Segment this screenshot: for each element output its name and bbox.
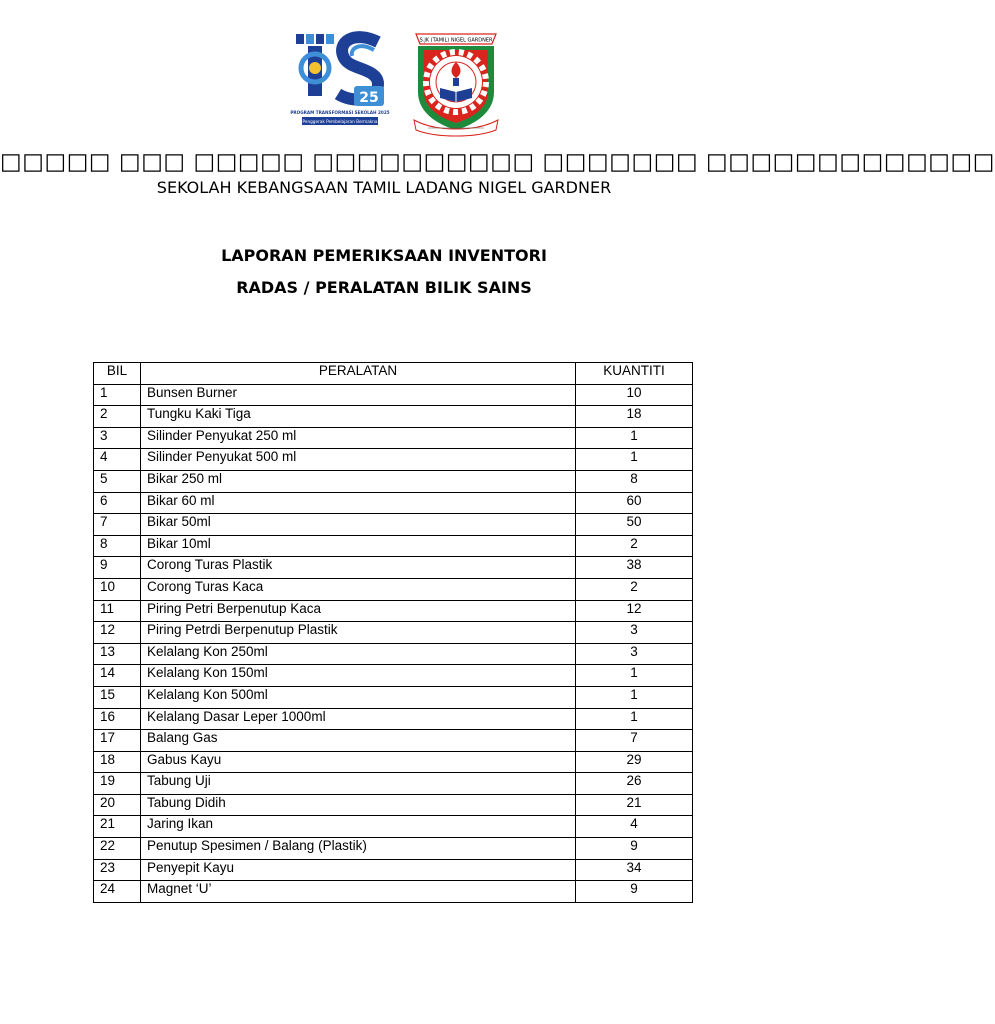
row-number: 11 [94,600,141,622]
ts-number: 25 [359,90,379,106]
row-number: 20 [94,794,141,816]
row-number: 10 [94,578,141,600]
table-row [94,514,693,536]
row-quantity: 21 [576,794,693,816]
table-row [94,384,693,406]
row-quantity: 10 [576,384,693,406]
row-quantity: 50 [576,514,693,536]
row-item: Silinder Penyukat 500 ml [140,449,575,471]
table-row [94,816,693,838]
row-number: 1 [94,384,141,406]
row-number: 24 [94,881,141,903]
row-quantity: 3 [576,622,693,644]
ts-caption-2: Penggerak Pembelajaran Bermakna [302,119,378,124]
table-row [94,708,693,730]
row-quantity: 34 [576,859,693,881]
table-row [94,427,693,449]
row-number: 16 [94,708,141,730]
row-item: Balang Gas [140,730,575,752]
column-header-kuantiti: KUANTITI [576,363,693,385]
row-number: 22 [94,838,141,860]
row-item: Jaring Ikan [140,816,575,838]
row-quantity: 9 [576,838,693,860]
row-item: Magnet ‘U’ [140,881,575,903]
row-item: Bunsen Burner [140,384,575,406]
table-row [94,794,693,816]
table-header-row [94,363,693,385]
column-header-bil: BIL [94,363,141,385]
row-quantity: 1 [576,665,693,687]
row-item: Kelalang Kon 250ml [140,643,575,665]
row-item: Bikar 50ml [140,514,575,536]
table-row [94,643,693,665]
row-number: 9 [94,557,141,579]
row-item: Kelalang Kon 150ml [140,665,575,687]
row-number: 7 [94,514,141,536]
row-item: Kelalang Kon 500ml [140,686,575,708]
row-quantity: 38 [576,557,693,579]
row-number: 23 [94,859,141,881]
row-quantity: 18 [576,406,693,428]
row-item: Tabung Uji [140,773,575,795]
row-number: 19 [94,773,141,795]
row-item: Bikar 10ml [140,535,575,557]
row-number: 5 [94,470,141,492]
row-quantity: 60 [576,492,693,514]
table-row [94,406,693,428]
row-quantity: 26 [576,773,693,795]
table-row [94,838,693,860]
table-row [94,751,693,773]
row-quantity: 7 [576,730,693,752]
header-logos [0,28,768,140]
row-quantity: 9 [576,881,693,903]
table-row [94,449,693,471]
row-item: Silinder Penyukat 250 ml [140,427,575,449]
row-item: Penyepit Kayu [140,859,575,881]
ts-caption-1: PROGRAM TRANSFORMASI SEKOLAH 2025 [290,110,390,115]
table-row [94,492,693,514]
row-item: Bikar 60 ml [140,492,575,514]
school-name-tamil: □□□□□ □□□ □□□□□ □□□□□□□□□□ □□□□□□□ □□□□□□□□□□□□□ [0,149,995,175]
row-quantity: 1 [576,686,693,708]
row-item: Penutup Spesimen / Balang (Plastik) [140,838,575,860]
row-number: 14 [94,665,141,687]
table-row [94,622,693,644]
school-name: SEKOLAH KEBANGSAAN TAMIL LADANG NIGEL GARDNER [156,178,612,197]
table-row [94,557,693,579]
row-item: Piring Petrdi Berpenutup Plastik [140,622,575,644]
row-number: 8 [94,535,141,557]
table-row [94,665,693,687]
ts25-logo [290,28,390,128]
row-number: 3 [94,427,141,449]
row-item: Piring Petri Berpenutup Kaca [140,600,575,622]
table-row [94,686,693,708]
school-crest-logo [406,28,506,138]
row-number: 15 [94,686,141,708]
row-quantity: 1 [576,427,693,449]
row-item: Bikar 250 ml [140,470,575,492]
inventory-table-body [94,384,693,902]
row-quantity: 29 [576,751,693,773]
table-row [94,578,693,600]
row-item: Gabus Kayu [140,751,575,773]
row-number: 17 [94,730,141,752]
row-number: 13 [94,643,141,665]
row-quantity: 4 [576,816,693,838]
table-row [94,859,693,881]
crest-banner-text: S.JK (TAMIL) NIGEL GARDNER [419,37,493,44]
table-row [94,881,693,903]
row-number: 12 [94,622,141,644]
row-quantity: 12 [576,600,693,622]
row-item: Corong Turas Plastik [140,557,575,579]
column-header-peralatan: PERALATAN [140,363,575,385]
row-quantity: 3 [576,643,693,665]
row-item: Tungku Kaki Tiga [140,406,575,428]
report-subtitle: RADAS / PERALATAN BILIK SAINS [236,278,532,297]
row-number: 6 [94,492,141,514]
report-title: LAPORAN PEMERIKSAAN INVENTORI [221,246,547,265]
row-quantity: 2 [576,578,693,600]
row-quantity: 8 [576,470,693,492]
table-row [94,730,693,752]
table-row [94,773,693,795]
table-row [94,470,693,492]
row-quantity: 1 [576,449,693,471]
row-quantity: 2 [576,535,693,557]
inventory-table [93,362,693,903]
row-quantity: 1 [576,708,693,730]
table-row [94,535,693,557]
row-number: 18 [94,751,141,773]
row-number: 2 [94,406,141,428]
table-row [94,600,693,622]
row-item: Tabung Didih [140,794,575,816]
row-item: Kelalang Dasar Leper 1000ml [140,708,575,730]
row-number: 21 [94,816,141,838]
row-item: Corong Turas Kaca [140,578,575,600]
row-number: 4 [94,449,141,471]
